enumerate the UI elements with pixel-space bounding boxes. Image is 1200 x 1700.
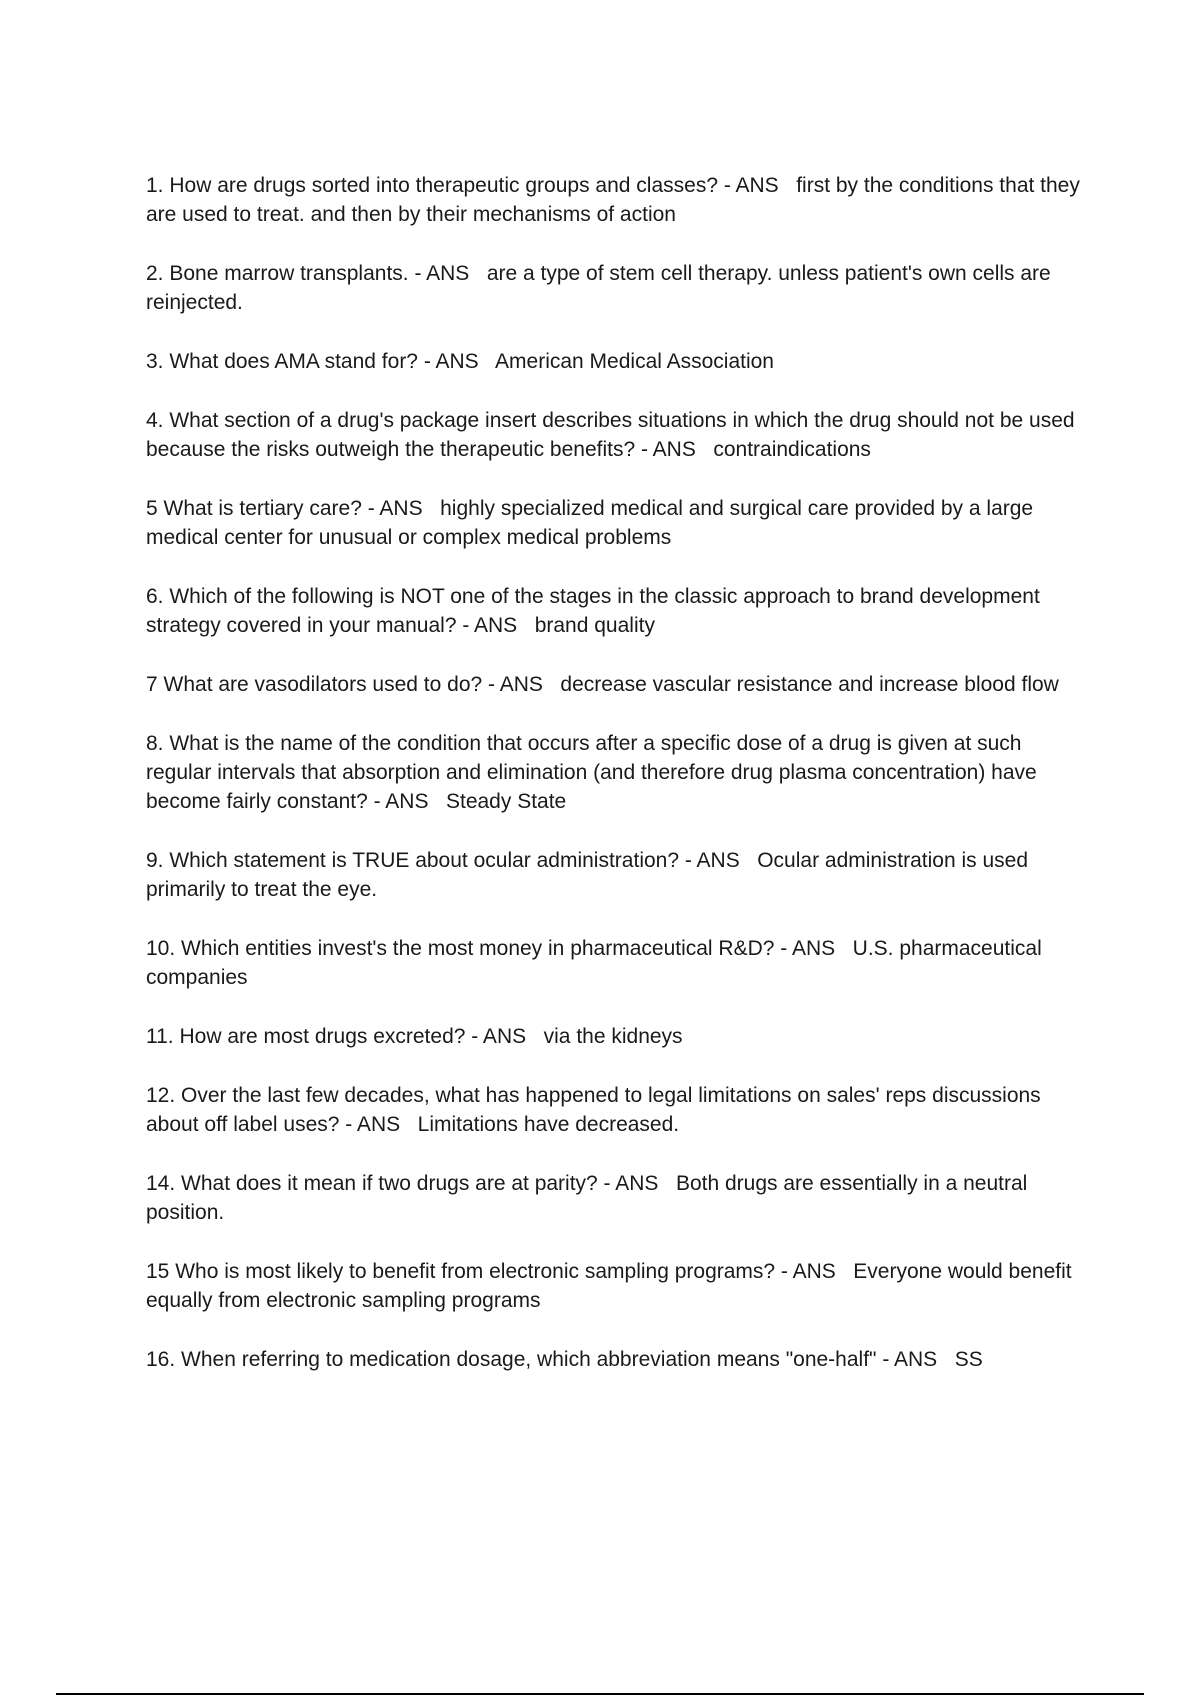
answer-text: Both drugs are essentially in a neutral position. bbox=[146, 1172, 1028, 1224]
question-text: 12. Over the last few decades, what has happened to legal limitations on sales' reps discussions about off label uses? - ANS bbox=[146, 1084, 1041, 1136]
question-text: 8. What is the name of the condition that occurs after a specific dose of a drug is given at such regular intervals that absorption and elimination (and therefore drug plasma concentration) have become fairly constant? - ANS bbox=[146, 732, 1037, 813]
qa-item-7 bbox=[146, 670, 1091, 699]
question-text: 6. Which of the following is NOT one of the stages in the classic approach to brand development strategy covered in your manual? - ANS bbox=[146, 585, 1040, 637]
answer-text: contraindications bbox=[713, 438, 871, 461]
question-text: 15 Who is most likely to benefit from electronic sampling programs? - ANS bbox=[146, 1260, 836, 1283]
answer-text: U.S. pharmaceutical companies bbox=[146, 937, 1042, 989]
qa-item-8 bbox=[146, 729, 1091, 816]
question-text: 2. Bone marrow transplants. - ANS bbox=[146, 262, 470, 285]
qa-item-9 bbox=[146, 846, 1091, 904]
answer-text: first by the conditions that they are used to treat. and then by their mechanisms of action bbox=[146, 174, 1080, 226]
answer-text: Ocular administration is used primarily to treat the eye. bbox=[146, 849, 1029, 901]
qa-item-11 bbox=[146, 1022, 1091, 1051]
question-text: 14. What does it mean if two drugs are at parity? - ANS bbox=[146, 1172, 659, 1195]
qa-item-14 bbox=[146, 1169, 1091, 1227]
question-text: 7 What are vasodilators used to do? - ANS bbox=[146, 673, 543, 696]
qa-item-2 bbox=[146, 259, 1091, 317]
qa-item-3 bbox=[146, 347, 1091, 376]
answer-text: brand quality bbox=[534, 614, 655, 637]
question-text: 11. How are most drugs excreted? - ANS bbox=[146, 1025, 527, 1048]
question-text: 4. What section of a drug's package insert describes situations in which the drug should not be used because the risks outweigh the therapeutic benefits? - ANS bbox=[146, 409, 1075, 461]
answer-text: highly specialized medical and surgical care provided by a large medical center for unusual or complex medical problems bbox=[146, 497, 1034, 549]
footer-divider bbox=[56, 1693, 1144, 1695]
answer-text: American Medical Association bbox=[495, 350, 774, 373]
answer-text: decrease vascular resistance and increase blood flow bbox=[560, 673, 1059, 696]
qa-item-16 bbox=[146, 1345, 1091, 1374]
qa-item-6 bbox=[146, 582, 1091, 640]
answer-text: are a type of stem cell therapy. unless patient's own cells are reinjected. bbox=[146, 262, 1051, 314]
qa-item-10 bbox=[146, 934, 1091, 992]
qa-list bbox=[146, 171, 1091, 1404]
answer-text: Limitations have decreased. bbox=[417, 1113, 680, 1136]
answer-text: SS bbox=[954, 1348, 983, 1371]
question-text: 9. Which statement is TRUE about ocular administration? - ANS bbox=[146, 849, 740, 872]
qa-item-1 bbox=[146, 171, 1091, 229]
question-text: 3. What does AMA stand for? - ANS bbox=[146, 350, 479, 373]
qa-item-4 bbox=[146, 406, 1091, 464]
qa-item-5 bbox=[146, 494, 1091, 552]
qa-item-12 bbox=[146, 1081, 1091, 1139]
answer-text: via the kidneys bbox=[543, 1025, 683, 1048]
question-text: 10. Which entities invest's the most money in pharmaceutical R&D? - ANS bbox=[146, 937, 836, 960]
question-text: 16. When referring to medication dosage, which abbreviation means "one-half" - ANS bbox=[146, 1348, 938, 1371]
question-text: 5 What is tertiary care? - ANS bbox=[146, 497, 423, 520]
answer-text: Steady State bbox=[445, 790, 567, 813]
answer-text: Everyone would benefit equally from electronic sampling programs bbox=[146, 1260, 1072, 1312]
qa-item-15 bbox=[146, 1257, 1091, 1315]
question-text: 1. How are drugs sorted into therapeutic groups and classes? - ANS bbox=[146, 174, 779, 197]
